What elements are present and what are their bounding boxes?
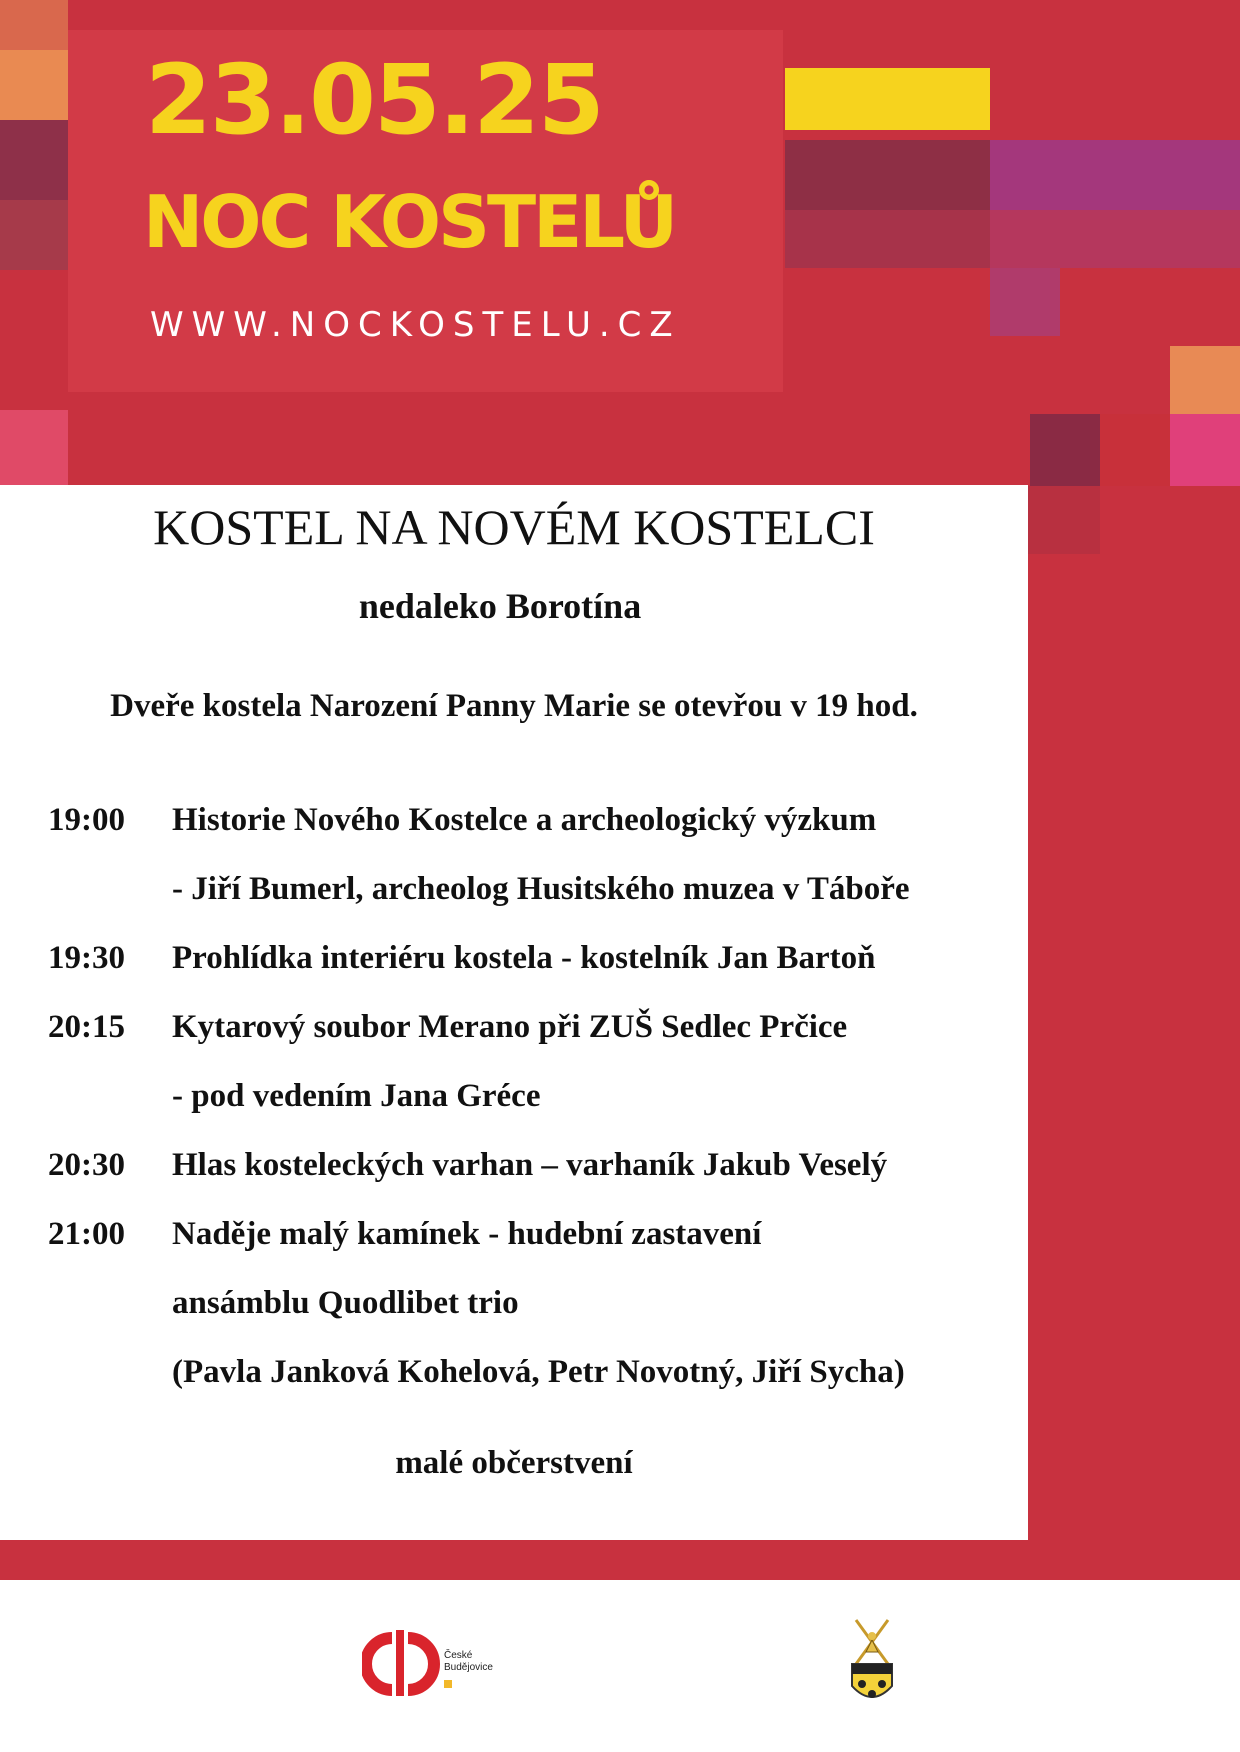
schedule-time: 21:00 xyxy=(48,1216,125,1252)
schedule-line: Kytarový soubor Merano při ZUŠ Sedlec Prčice xyxy=(172,1009,848,1045)
schedule-row xyxy=(48,1131,1028,1200)
city-logo xyxy=(362,1628,493,1698)
schedule-row xyxy=(48,993,1028,1131)
schedule-time: 20:15 xyxy=(48,1009,125,1045)
event-date: 23.05.25 xyxy=(145,44,603,156)
city-logo-icon xyxy=(362,1628,442,1698)
schedule-line: Hlas kosteleckých varhan – varhaník Jakub Veselý xyxy=(172,1147,888,1183)
schedule-time: 19:30 xyxy=(48,940,125,976)
schedule-time: 19:00 xyxy=(48,802,125,838)
schedule-row xyxy=(48,1200,1028,1407)
coat-of-arms-icon xyxy=(836,1612,908,1712)
schedule-line: - pod vedením Jana Gréce xyxy=(172,1078,541,1114)
refreshments-note: malé občerstvení xyxy=(395,1445,633,1481)
schedule-line: - Jiří Bumerl, archeolog Husitského muzea v Táboře xyxy=(172,871,910,907)
schedule-line: (Pavla Janková Kohelová, Petr Novotný, Jiří Sycha) xyxy=(172,1354,905,1390)
event-name: NOC KOSTELŮ xyxy=(143,180,676,264)
schedule-line: Historie Nového Kostelce a archeologický výzkum xyxy=(172,802,877,838)
city-logo-text: České Budějovice xyxy=(444,1650,493,1688)
schedule-time: 20:30 xyxy=(48,1147,125,1183)
diocese-coat-of-arms xyxy=(836,1612,908,1712)
schedule-row xyxy=(48,786,1028,924)
intro-text: Dveře kostela Narození Panny Marie se otevřou v 19 hod. xyxy=(110,688,918,724)
schedule-line: ansámblu Quodlibet trio xyxy=(172,1285,519,1321)
page-subtitle: nedaleko Borotína xyxy=(358,586,642,626)
event-url: WWW.NOCKOSTELU.CZ xyxy=(150,305,681,345)
schedule-line: Prohlídka interiéru kostela - kostelník Jan Bartoň xyxy=(172,940,876,976)
schedule-row xyxy=(48,924,1028,993)
page-title: KOSTEL NA NOVÉM KOSTELCI xyxy=(153,499,875,555)
schedule-list xyxy=(48,786,1028,1407)
schedule-line: Naděje malý kamínek - hudební zastavení xyxy=(172,1216,762,1252)
